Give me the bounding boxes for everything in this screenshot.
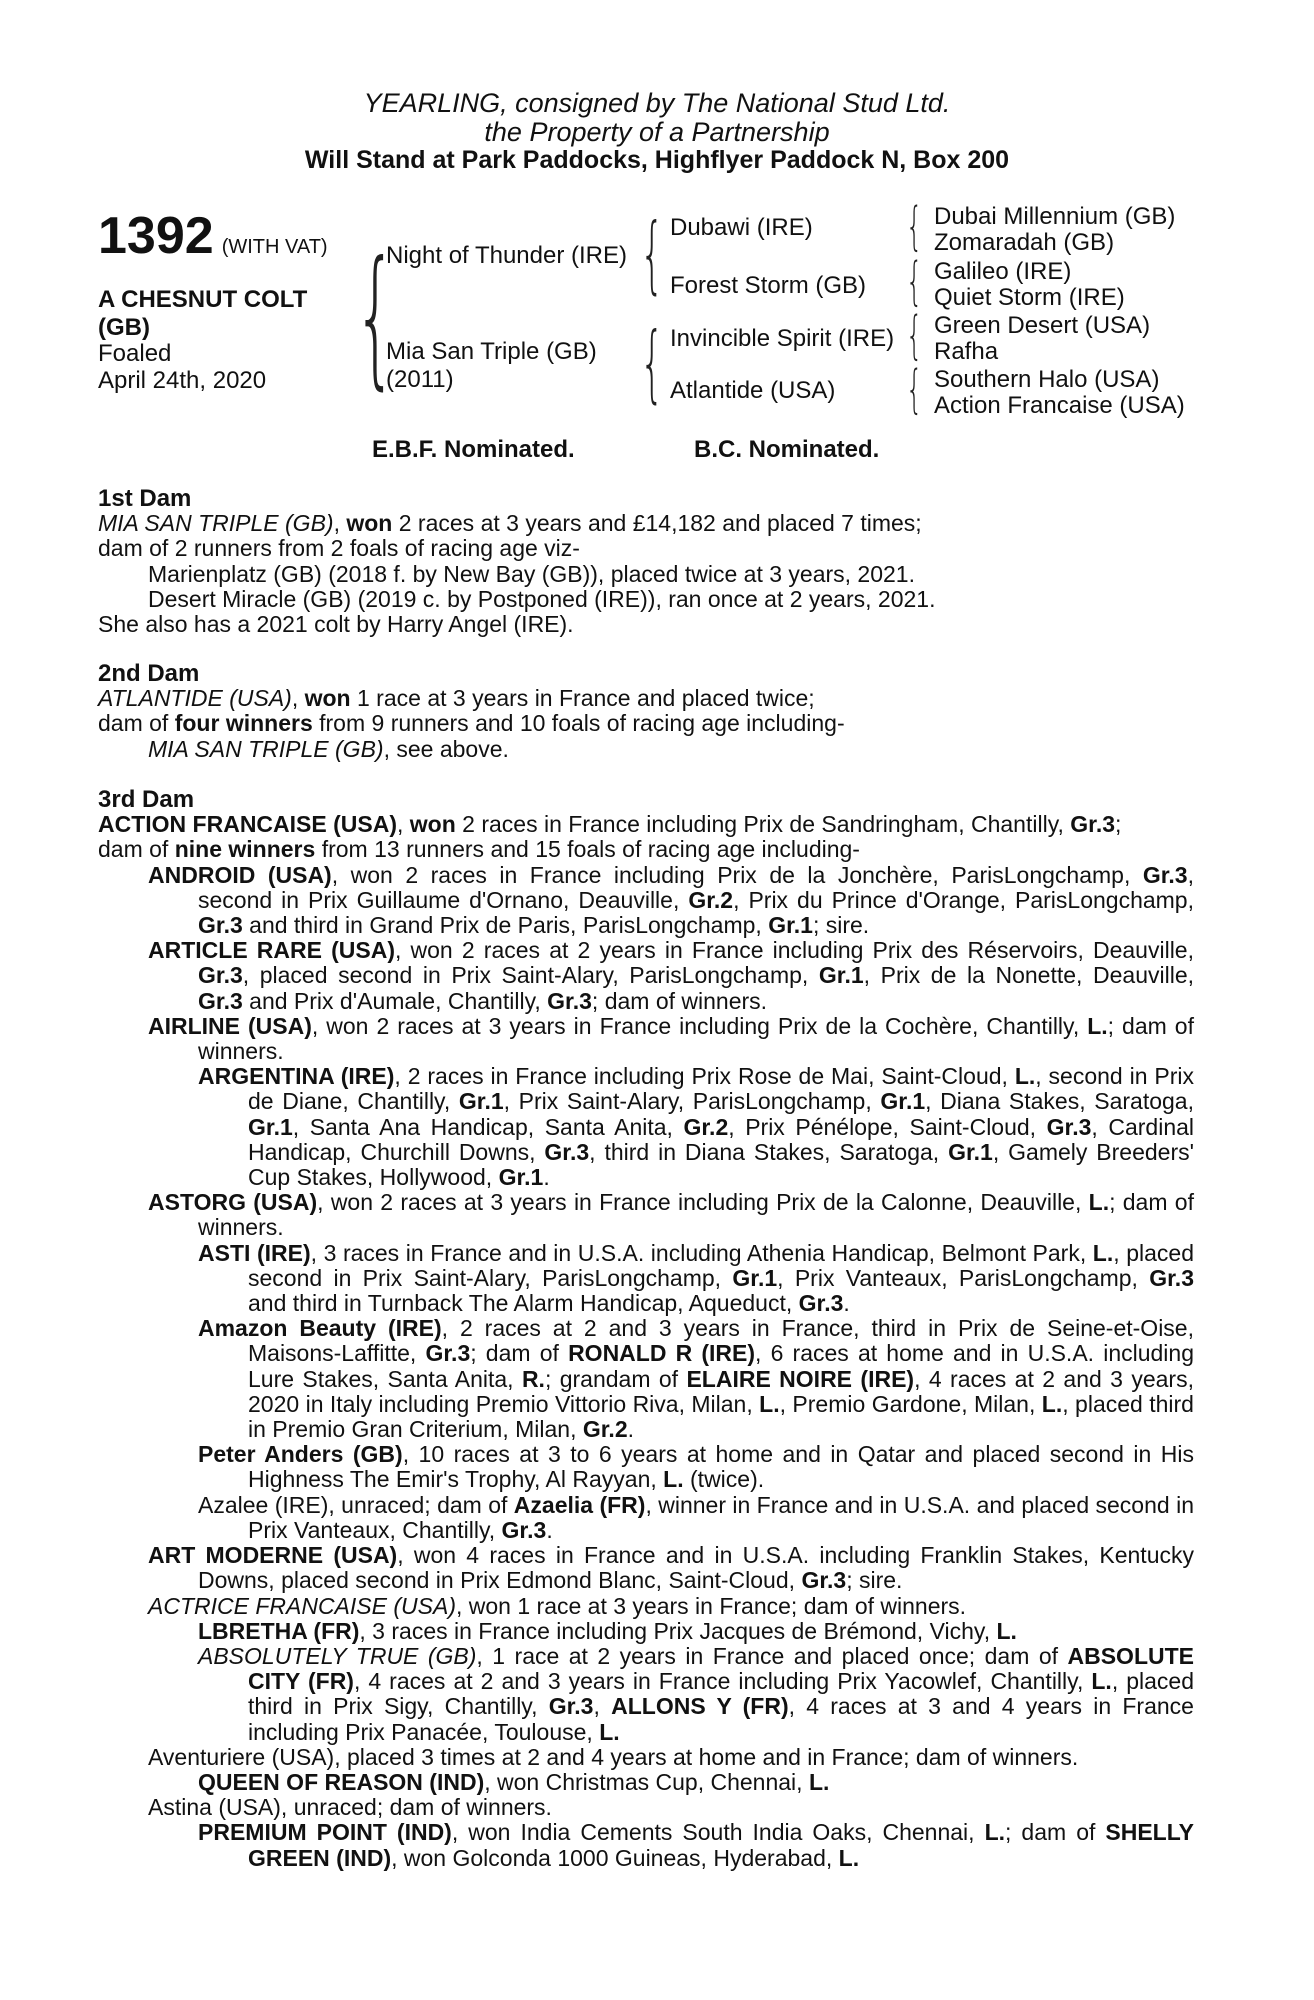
- ds-dam: Rafha: [934, 338, 999, 365]
- produce-astorg: ASTORG (USA), won 2 races at 3 years in France including Prix de la Calonne, Deauville, L.; dam of winners.: [148, 1189, 1194, 1241]
- first-dam-produce-1: Marienplatz (GB) (2018 f. by New Bay (GB)), placed twice at 3 years, 2021.: [148, 560, 915, 587]
- produce-azalee: Azalee (IRE), unraced; dam of Azaelia (FR), winner in France and in U.S.A. and placed second in Prix Vanteaux, Chantilly, Gr.3.: [198, 1491, 1194, 1543]
- sire-name: Night of Thunder (IRE): [386, 242, 627, 269]
- pedigree-brace-ds: {: [906, 306, 923, 366]
- ss-dam: Zomaradah (GB): [934, 229, 1115, 256]
- second-dam-produce-summary: dam of four winners from 9 runners and 10 foals of racing age including-: [98, 710, 845, 737]
- produce-aventuriere: Aventuriere (USA), placed 3 times at 2 and 4 years at home and in France; dam of winners.: [148, 1743, 1079, 1770]
- second-dam-section: [98, 661, 1194, 762]
- produce-astina: Astina (USA), unraced; dam of winners.: [148, 1794, 552, 1821]
- second-dam-line: ATLANTIDE (USA), won 1 race at 3 years in France and placed twice;: [98, 685, 815, 712]
- produce-asti: ASTI (IRE), 3 races in France and in U.S.A. including Athenia Handicap, Belmont Park, L., placed second in Prix Saint-Alary, ParisLongchamp, Gr.1, Prix Vanteaux, ParisLongchamp, Gr.3 and third in Turnback The Alarm Handicap, Aqueduct, Gr.3.: [198, 1239, 1194, 1317]
- sd-sire: Galileo (IRE): [934, 258, 1072, 285]
- ebf-nomination: E.B.F. Nominated.: [372, 436, 575, 463]
- sd-dam: Quiet Storm (IRE): [934, 284, 1125, 311]
- dam-sire: Invincible Spirit (IRE): [670, 325, 895, 352]
- produce-actrice-francaise: ACTRICE FRANCAISE (USA), won 1 race at 3 years in France; dam of winners.: [148, 1592, 967, 1619]
- header-consignor: YEARLING, consigned by The National Stud Ltd.: [363, 88, 951, 118]
- bc-nomination: B.C. Nominated.: [694, 436, 880, 463]
- sire-dam: Forest Storm (GB): [670, 272, 867, 299]
- produce-airline: AIRLINE (USA), won 2 races at 3 years in France including Prix de la Cochère, Chantilly, L.; dam of winners.: [148, 1012, 1194, 1065]
- third-dam-produce-summary: dam of nine winners from 13 runners and 15 foals of racing age including-: [98, 836, 860, 863]
- pedigree-brace-dam: {: [640, 314, 665, 412]
- produce-queen-of-reason: QUEEN OF REASON (IND), won Christmas Cup, Chennai, L.: [198, 1768, 830, 1795]
- header-property: the Property of a Partnership: [484, 117, 830, 147]
- third-dam-heading: 3rd Dam: [98, 786, 195, 813]
- produce-lbretha: LBRETHA (FR), 3 races in France including Prix Jacques de Brémond, Vichy, L.: [198, 1617, 1017, 1644]
- first-dam-line: MIA SAN TRIPLE (GB), won 2 races at 3 years and £14,182 and placed 7 times;: [98, 510, 922, 537]
- first-dam-produce-summary: dam of 2 runners from 2 foals of racing age viz-: [98, 535, 580, 562]
- produce-premium-point: PREMIUM POINT (IND), won India Cements South India Oaks, Chennai, L.; dam of SHELLY GREEN (IND), won Golconda 1000 Guineas, Hyderabad, L.: [198, 1819, 1195, 1871]
- lot-number: 1392 (WITH VAT): [98, 207, 328, 265]
- foaled-label: Foaled: [98, 340, 172, 367]
- dam-year: (2011): [386, 366, 454, 393]
- produce-peter-anders: Peter Anders (GB), 10 races at 3 to 6 years at home and in Qatar and placed second in His Highness The Emir's Trophy, Al Rayyan, L. (twice).: [198, 1441, 1194, 1493]
- vat-label: (WITH VAT): [221, 236, 328, 258]
- produce-android: ANDROID (USA), won 2 races in France including Prix de la Jonchère, ParisLongchamp, Gr.3, second in Prix Guillaume d'Ornano, Deauville, Gr.2, Prix du Prince d'Orange, ParisLongchamp, Gr.3 and third in Grand Prix de Paris, ParisLongchamp, Gr.1; sire.: [148, 861, 1194, 939]
- header-location: Will Stand at Park Paddocks, Highflyer Paddock N, Box 200: [304, 146, 1010, 174]
- first-dam-section: [98, 486, 1194, 637]
- pedigree-brace-sd: {: [906, 252, 923, 312]
- dam-dam: Atlantide (USA): [670, 377, 836, 404]
- produce-art-moderne: ART MODERNE (USA), won 4 races in France and in U.S.A. including Franklin Stakes, Kentucky Downs, placed second in Prix Edmond Blanc, Saint-Cloud, Gr.3; sire.: [148, 1542, 1194, 1594]
- dd-sire: Southern Halo (USA): [934, 366, 1160, 393]
- dam-name: Mia San Triple (GB): [386, 338, 597, 365]
- pedigree-brace-main: {: [354, 230, 397, 404]
- foaled-date: April 24th, 2020: [98, 367, 267, 394]
- first-dam-produce-2: Desert Miracle (GB) (2019 c. by Postponed (IRE)), ran once at 2 years, 2021.: [148, 585, 936, 612]
- second-dam-produce-1: MIA SAN TRIPLE (GB), see above.: [148, 735, 509, 762]
- lot-description: A CHESNUT COLT: [98, 286, 308, 313]
- pedigree-brace-dd: {: [906, 360, 923, 420]
- produce-absolutely-true: ABSOLUTELY TRUE (GB), 1 race at 2 years in France and placed once; dam of ABSOLUTE CITY (FR), 4 races at 2 and 3 years in France including Prix Yacowlef, Chantilly, L., placed third in Prix Sigy, Chantilly, Gr.3, ALLONS Y (FR), 4 races at 3 and 4 years in France including Prix Panacée, Toulouse, L.: [198, 1642, 1194, 1745]
- produce-article-rare: ARTICLE RARE (USA), won 2 races at 2 years in France including Prix des Réservoirs, Deauville, Gr.3, placed second in Prix Saint-Alary, ParisLongchamp, Gr.1, Prix de la Nonette, Deauville, Gr.3 and Prix d'Aumale, Chantilly, Gr.3; dam of winners.: [148, 937, 1194, 1014]
- lot-origin: (GB): [98, 314, 150, 341]
- produce-amazon-beauty: Amazon Beauty (IRE), 2 races at 2 and 3 years in France, third in Prix de Seine-et-Oise, Maisons-Laffitte, Gr.3; dam of RONALD R (IRE), 6 races at home and in U.S.A. including Lure Stakes, Santa Anita, R.; grandam of ELAIRE NOIRE (IRE), 4 races at 2 and 3 years, 2020 in Italy including Premio Vittorio Riva, Milan, L., Premio Gardone, Milan, L., placed third in Premio Gran Criterium, Milan, Gr.2.: [198, 1315, 1195, 1443]
- produce-argentina: ARGENTINA (IRE), 2 races in France including Prix Rose de Mai, Saint-Cloud, L., second in Prix de Diane, Chantilly, Gr.1, Prix Saint-Alary, ParisLongchamp, Gr.1, Diana Stakes, Saratoga, Gr.1, Santa Ana Handicap, Santa Anita, Gr.2, Prix Pénélope, Saint-Cloud, Gr.3, Cardinal Handicap, Churchill Downs, Gr.3, third in Diana Stakes, Saratoga, Gr.1, Gamely Breeders' Cup Stakes, Hollywood, Gr.1.: [198, 1063, 1195, 1191]
- first-dam-note: She also has a 2021 colt by Harry Angel (IRE).: [98, 611, 574, 638]
- ds-sire: Green Desert (USA): [934, 312, 1151, 339]
- sire-sire: Dubawi (IRE): [670, 214, 813, 241]
- dd-dam: Action Francaise (USA): [934, 392, 1185, 419]
- second-dam-heading: 2nd Dam: [98, 660, 200, 687]
- third-dam-section: [98, 787, 1194, 1871]
- third-dam-line: ACTION FRANCAISE (USA), won 2 races in France including Prix de Sandringham, Chantilly, Gr.3;: [98, 811, 1122, 838]
- pedigree-brace-sire: {: [640, 205, 665, 303]
- ss-sire: Dubai Millennium (GB): [934, 203, 1176, 230]
- first-dam-heading: 1st Dam: [98, 485, 192, 512]
- pedigree-brace-ss: {: [906, 197, 923, 257]
